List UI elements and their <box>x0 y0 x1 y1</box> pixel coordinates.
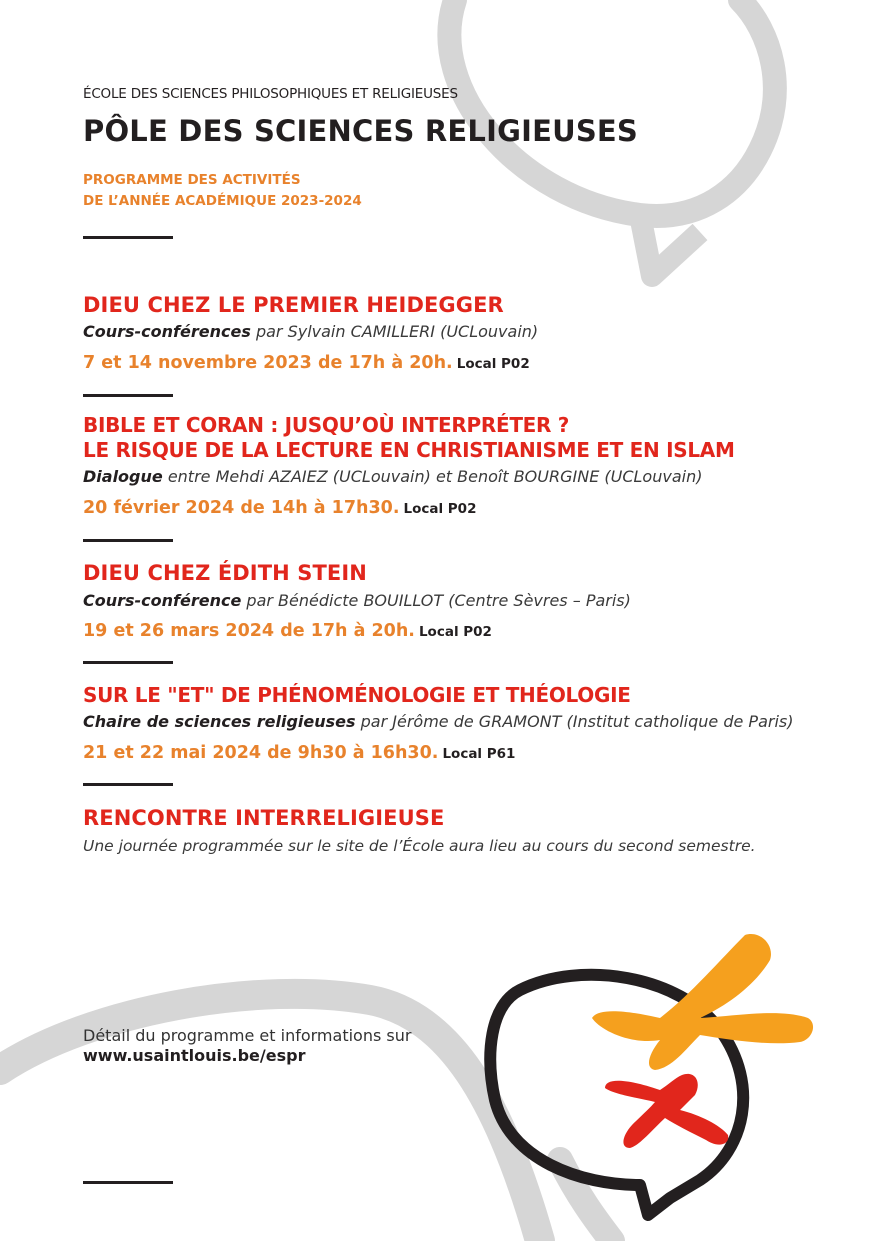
page-title: PÔLE DES SCIENCES RELIGIEUSES <box>83 114 639 148</box>
event-title-line2: LE RISQUE DE LA LECTURE EN CHRISTIANISME ET EN ISLAM <box>83 438 735 462</box>
event-speaker: entre Mehdi AZAIEZ (UCLouvain) et Benoît BOURGINE (UCLouvain) <box>162 467 703 486</box>
logo-orange-cross <box>592 934 813 1070</box>
event-speaker-line <box>83 467 702 486</box>
school-name: ÉCOLE DES SCIENCES PHILOSOPHIQUES ET RELIGIEUSES <box>83 86 458 102</box>
website-link[interactable]: www.usaintlouis.be/espr <box>83 1046 306 1065</box>
event-date: 19 et 26 mars 2024 de 17h à 20h. <box>83 621 415 641</box>
event-date-line <box>83 743 515 763</box>
divider <box>83 661 173 664</box>
divider <box>83 1181 173 1184</box>
event-room: Local P02 <box>418 624 492 640</box>
programme-subtitle-line1: PROGRAMME DES ACTIVITÉS <box>83 172 301 188</box>
event-date-line <box>83 353 530 373</box>
event-title: RENCONTRE INTERRELIGIEUSE <box>83 806 445 830</box>
event-title: SUR LE "ET" DE PHÉNOMÉNOLOGIE ET THÉOLOGIE <box>83 683 631 707</box>
event-note: Une journée programmée sur le site de l’École aura lieu au cours du second semestre. <box>83 837 756 855</box>
divider <box>83 539 173 542</box>
event-speaker: par Sylvain CAMILLERI (UCLouvain) <box>250 322 539 341</box>
programme-subtitle-line2: DE L’ANNÉE ACADÉMIQUE 2023-2024 <box>83 193 362 209</box>
event-date-line <box>83 498 476 518</box>
event-title: DIEU CHEZ LE PREMIER HEIDEGGER <box>83 293 504 317</box>
logo-red-cross <box>605 1074 728 1148</box>
event-title: DIEU CHEZ ÉDITH STEIN <box>83 561 367 585</box>
divider <box>83 394 173 397</box>
event-date-line <box>83 621 492 641</box>
event-date: 7 et 14 novembre 2023 de 17h à 20h. <box>83 353 453 373</box>
event-speaker: par Bénédicte BOUILLOT (Centre Sèvres – Paris) <box>241 591 631 610</box>
divider <box>83 783 173 786</box>
event-room: Local P02 <box>403 501 477 517</box>
divider <box>83 236 173 239</box>
gray-swoosh-top <box>449 0 774 216</box>
event-speaker-line <box>83 712 793 731</box>
event-type: Chaire de sciences religieuses <box>83 712 356 731</box>
event-speaker-line <box>83 591 631 610</box>
event-date: 21 et 22 mai 2024 de 9h30 à 16h30. <box>83 743 439 763</box>
event-speaker: par Jérôme de GRAMONT (Institut catholique de Paris) <box>355 712 794 731</box>
event-room: Local P02 <box>456 356 530 372</box>
event-room: Local P61 <box>442 746 516 762</box>
event-type: Dialogue <box>83 467 163 486</box>
footer-detail-text: Détail du programme et informations sur <box>83 1026 412 1045</box>
event-speaker-line <box>83 322 538 341</box>
event-date: 20 février 2024 de 14h à 17h30. <box>83 498 400 518</box>
event-type: Cours-conférence <box>83 591 242 610</box>
event-title: BIBLE ET CORAN : JUSQU’OÙ INTERPRÉTER ? <box>83 413 570 437</box>
event-type: Cours-conférences <box>83 322 251 341</box>
